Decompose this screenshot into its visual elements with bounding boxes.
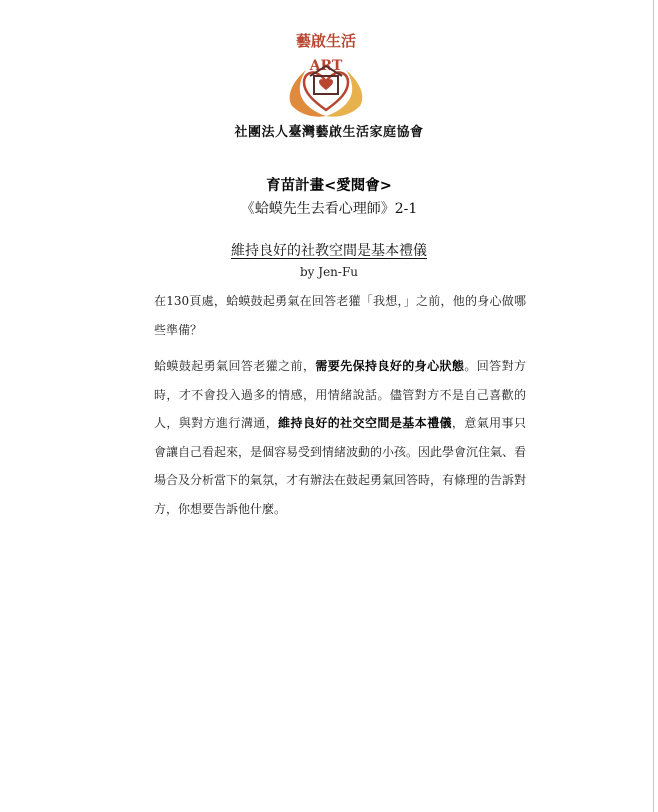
answer-text-2: 。回答對方時，才不會投入過多的情感，用情緒說話。儘管對方不是自己喜歡的人，與對方進行溝通， — [154, 359, 526, 430]
answer-text-3: ，意氣用事只會讓自己看起來，是個容易受到情緒波動的小孩。因此學會沉住氣、看場合及分析當下的氣氛，才有辦法在鼓起勇氣回答時，有條理的告訴對方，你想要告訴他什麼。 — [154, 416, 527, 516]
answer-text-1: 蛤蟆鼓起勇氣回答老獾之前， — [154, 359, 316, 373]
logo-calligraphy-text: 藝啟生活 — [295, 32, 357, 50]
program-title: 育苗計畫<愛閱會> — [266, 178, 392, 194]
paragraph-answer — [154, 352, 526, 523]
answer-emphasis-2: 維持良好的社交空間是基本禮儀 — [278, 416, 452, 430]
organization-name: 社團法人臺灣藝啟生活家庭協會 — [234, 125, 424, 140]
article-title — [0, 240, 658, 260]
paragraph-question: 在130頁處，蛤蟆鼓起勇氣在回答老獾「我想，」之前，他的身心做哪些準備？ — [154, 294, 526, 337]
logo-art-letters: ART — [309, 58, 343, 74]
author-byline: by Jen-Fu — [299, 265, 359, 279]
answer-emphasis-1: 需要先保持良好的身心狀態 — [315, 359, 465, 373]
book-title: 《蛤蟆先生去看心理師》2-1 — [240, 201, 418, 217]
logo-heart — [304, 72, 348, 110]
article-body — [154, 287, 526, 523]
art-house-heart-logo — [276, 26, 376, 120]
article-title-text: 維持良好的社教空間是基本禮儀 — [231, 243, 427, 259]
